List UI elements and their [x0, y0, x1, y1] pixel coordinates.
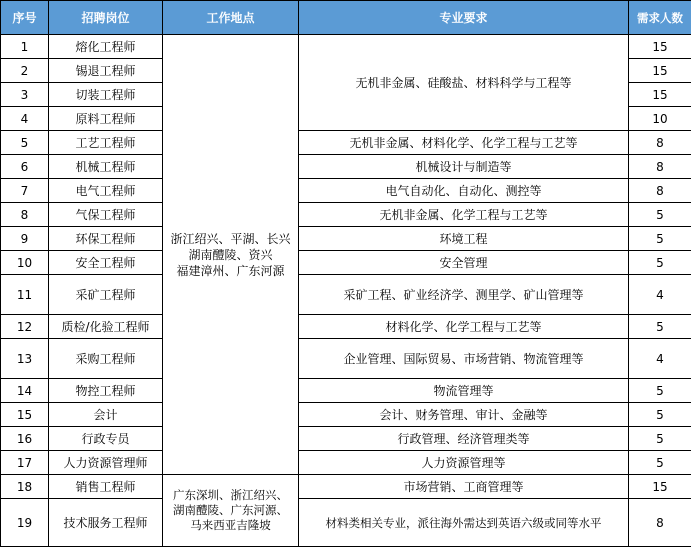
header-location: 工作地点 [163, 1, 299, 35]
row-position: 熔化工程师 [49, 35, 163, 59]
row-requirement: 市场营销、工商管理等 [299, 475, 629, 499]
header-position: 招聘岗位 [49, 1, 163, 35]
row-requirement: 无机非金属、硅酸盐、材料科学与工程等 [299, 35, 629, 131]
table-row [1, 451, 691, 475]
row-no: 3 [1, 83, 49, 107]
table-row [1, 227, 691, 251]
row-count: 8 [629, 499, 691, 547]
row-no: 18 [1, 475, 49, 499]
header-count: 需求人数 [629, 1, 691, 35]
row-position: 工艺工程师 [49, 131, 163, 155]
row-position: 气保工程师 [49, 203, 163, 227]
row-requirement: 环境工程 [299, 227, 629, 251]
table-row [1, 155, 691, 179]
row-position: 机械工程师 [49, 155, 163, 179]
header-row [1, 1, 691, 35]
row-requirement: 机械设计与制造等 [299, 155, 629, 179]
row-requirement: 无机非金属、材料化学、化学工程与工艺等 [299, 131, 629, 155]
row-count: 8 [629, 155, 691, 179]
row-count: 4 [629, 339, 691, 379]
row-no: 17 [1, 451, 49, 475]
row-requirement: 安全管理 [299, 251, 629, 275]
row-no: 2 [1, 59, 49, 83]
row-position: 人力资源管理师 [49, 451, 163, 475]
row-position: 切装工程师 [49, 83, 163, 107]
row-no: 6 [1, 155, 49, 179]
row-requirement: 人力资源管理等 [299, 451, 629, 475]
table-row [1, 275, 691, 315]
row-no: 14 [1, 379, 49, 403]
row-count: 15 [629, 475, 691, 499]
table-row [1, 427, 691, 451]
table-row [1, 203, 691, 227]
row-position: 锡退工程师 [49, 59, 163, 83]
row-requirement: 材料化学、化学工程与工艺等 [299, 315, 629, 339]
location-line: 湖南醴陵、资兴 [188, 247, 273, 262]
table-row [1, 379, 691, 403]
row-count: 5 [629, 379, 691, 403]
row-count: 10 [629, 107, 691, 131]
row-count: 5 [629, 203, 691, 227]
row-count: 5 [629, 427, 691, 451]
header-no: 序号 [1, 1, 49, 35]
row-count: 8 [629, 179, 691, 203]
row-position: 采矿工程师 [49, 275, 163, 315]
row-count: 15 [629, 35, 691, 59]
row-no: 4 [1, 107, 49, 131]
row-requirement: 企业管理、国际贸易、市场营销、物流管理等 [299, 339, 629, 379]
row-requirement: 材料类相关专业，派往海外需达到英语六级或同等水平 [299, 499, 629, 547]
row-no: 8 [1, 203, 49, 227]
row-position: 环保工程师 [49, 227, 163, 251]
table-row [1, 339, 691, 379]
location-line: 广东深圳、浙江绍兴、 [173, 488, 288, 502]
row-position: 物控工程师 [49, 379, 163, 403]
row-requirement: 采矿工程、矿业经济学、测里学、矿山管理等 [299, 275, 629, 315]
row-requirement: 物流管理等 [299, 379, 629, 403]
row-position: 采购工程师 [49, 339, 163, 379]
location-line: 福建漳州、广东河源 [176, 263, 285, 278]
row-position: 安全工程师 [49, 251, 163, 275]
row-position: 行政专员 [49, 427, 163, 451]
row-count: 5 [629, 315, 691, 339]
row-count: 5 [629, 451, 691, 475]
table-row [1, 131, 691, 155]
row-no: 1 [1, 35, 49, 59]
row-count: 5 [629, 227, 691, 251]
row-no: 16 [1, 427, 49, 451]
row-no: 5 [1, 131, 49, 155]
table-row [1, 251, 691, 275]
row-count: 4 [629, 275, 691, 315]
table-row [1, 179, 691, 203]
row-no: 11 [1, 275, 49, 315]
row-requirement: 电气自动化、自动化、测控等 [299, 179, 629, 203]
row-position: 技术服务工程师 [49, 499, 163, 547]
row-count: 15 [629, 59, 691, 83]
row-position: 销售工程师 [49, 475, 163, 499]
row-requirement: 行政管理、经济管理类等 [299, 427, 629, 451]
row-requirement: 会计、财务管理、审计、金融等 [299, 403, 629, 427]
location-line: 湖南醴陵、广东河源、 [173, 503, 288, 517]
table-row [1, 403, 691, 427]
row-count: 5 [629, 403, 691, 427]
table-row [1, 35, 691, 59]
location-cell-tech [163, 475, 299, 547]
table-row [1, 499, 691, 547]
location-cell-main [163, 35, 299, 475]
row-count: 15 [629, 83, 691, 107]
row-no: 7 [1, 179, 49, 203]
table-row [1, 475, 691, 499]
location-line: 浙江绍兴、平湖、长兴 [170, 231, 291, 246]
row-position: 电气工程师 [49, 179, 163, 203]
row-position: 质检/化验工程师 [49, 315, 163, 339]
row-no: 10 [1, 251, 49, 275]
row-position: 原料工程师 [49, 107, 163, 131]
row-no: 12 [1, 315, 49, 339]
row-count: 8 [629, 131, 691, 155]
row-count: 5 [629, 251, 691, 275]
header-requirement: 专业要求 [299, 1, 629, 35]
location-line: 马来西亚吉隆坡 [190, 518, 271, 532]
row-position: 会计 [49, 403, 163, 427]
row-no: 19 [1, 499, 49, 547]
row-no: 9 [1, 227, 49, 251]
row-no: 13 [1, 339, 49, 379]
row-no: 15 [1, 403, 49, 427]
table-row [1, 315, 691, 339]
row-requirement: 无机非金属、化学工程与工艺等 [299, 203, 629, 227]
